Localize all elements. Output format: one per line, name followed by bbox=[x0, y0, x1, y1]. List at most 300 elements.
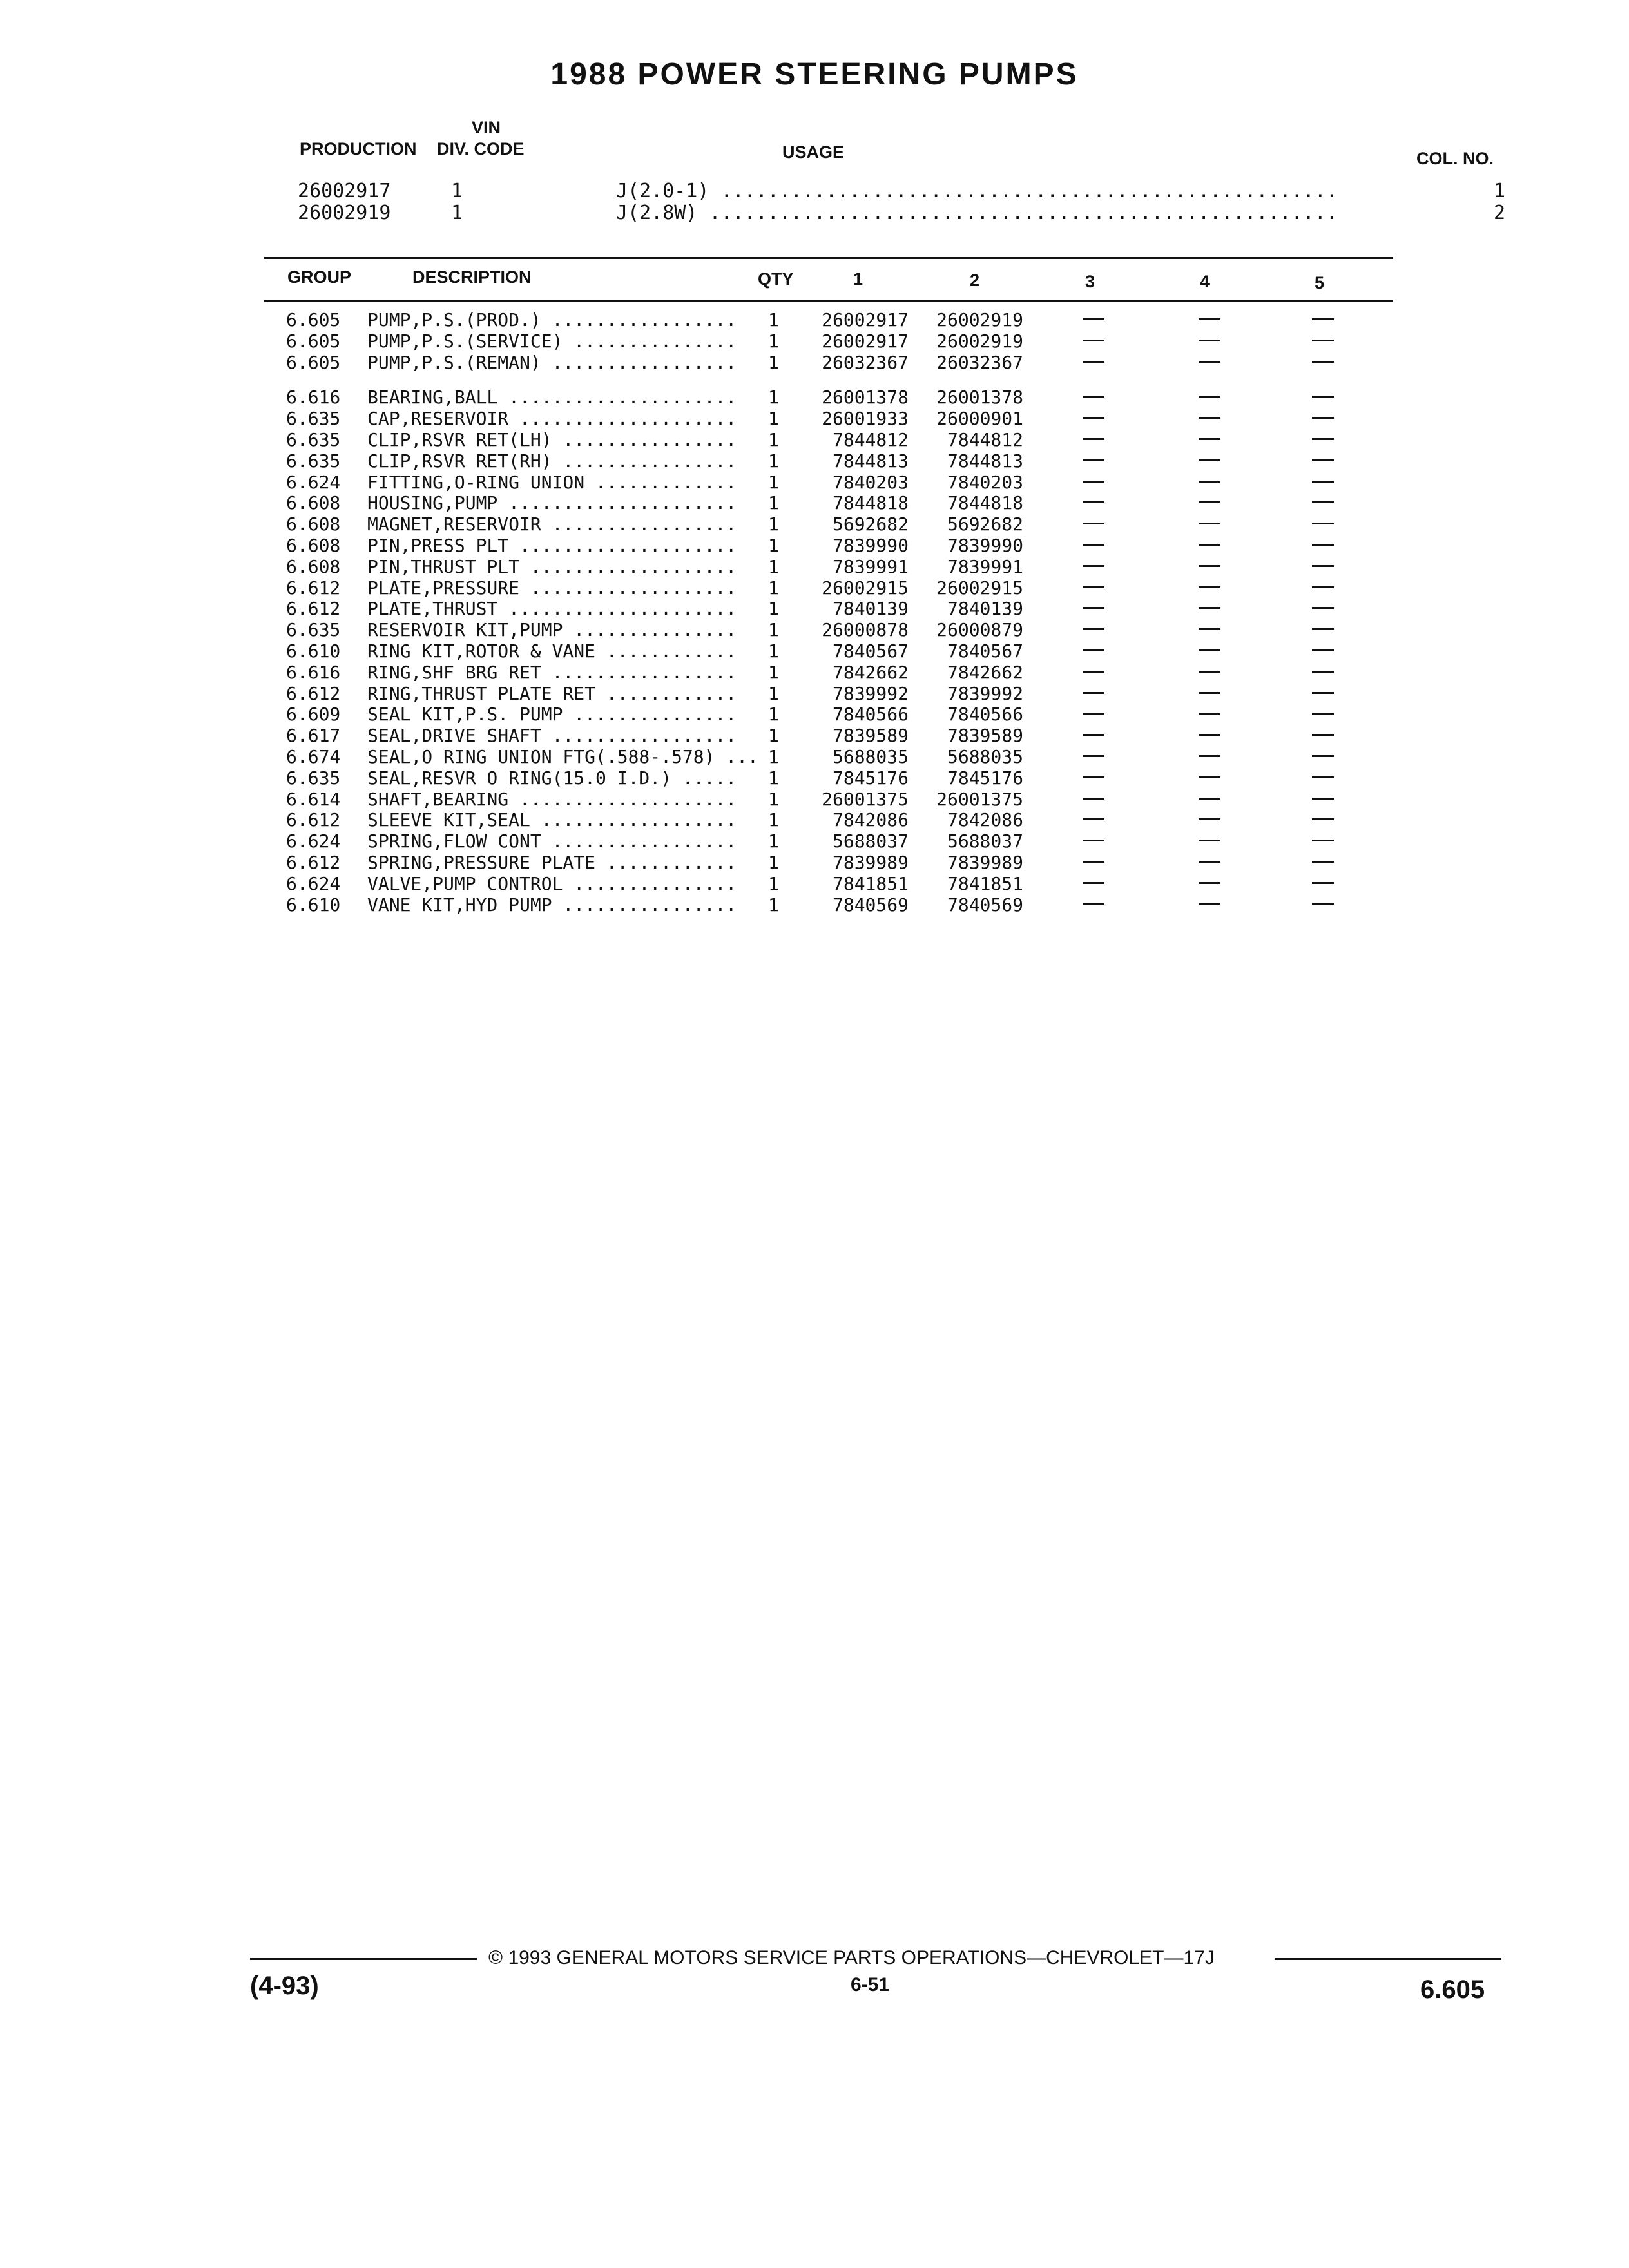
table-row bbox=[0, 535, 1629, 556]
leader-dots: ............... bbox=[563, 619, 737, 641]
production-row bbox=[0, 180, 1629, 202]
qty-cell: 1 bbox=[768, 619, 779, 641]
description-text: RESERVOIR KIT,PUMP bbox=[367, 619, 563, 641]
table-row bbox=[0, 598, 1629, 619]
col-4-dash bbox=[1199, 361, 1220, 363]
col-2-part: 7839991 bbox=[947, 555, 1023, 577]
group-cell: 6.624 bbox=[286, 831, 341, 852]
production-part-number: 26002917 bbox=[298, 180, 391, 202]
description-text: FITTING,O-RING UNION bbox=[367, 471, 585, 493]
col-3-dash bbox=[1083, 565, 1104, 567]
leader-dots: ................. bbox=[541, 661, 737, 683]
description-cell bbox=[367, 746, 758, 767]
qty-cell: 1 bbox=[768, 682, 779, 704]
col-4-dash bbox=[1199, 861, 1220, 863]
group-cell: 6.612 bbox=[286, 809, 341, 831]
leader-dots: ............... bbox=[563, 330, 737, 352]
description-text: PUMP,P.S.(PROD.) bbox=[367, 309, 541, 331]
description-cell bbox=[367, 852, 737, 873]
table-row bbox=[0, 450, 1629, 472]
footer-left-rule bbox=[250, 1958, 477, 1960]
col-4-dash bbox=[1199, 713, 1220, 715]
leader-dots: ..................... bbox=[497, 492, 737, 514]
col-5-dash bbox=[1312, 755, 1334, 757]
qty-cell: 1 bbox=[768, 852, 779, 873]
col-1-part: 26002915 bbox=[822, 577, 909, 599]
col-2-part: 7840567 bbox=[947, 640, 1023, 662]
qty-cell: 1 bbox=[768, 767, 779, 789]
group-cell: 6.614 bbox=[286, 788, 341, 810]
description-cell bbox=[367, 577, 737, 599]
col-3-dash bbox=[1083, 396, 1104, 398]
table-row bbox=[0, 683, 1629, 704]
col-1-part: 7840569 bbox=[832, 894, 909, 916]
group-cell: 6.612 bbox=[286, 577, 341, 599]
col-3-dash bbox=[1083, 628, 1104, 630]
col-2-part: 26032367 bbox=[936, 351, 1023, 373]
leader-dots: .................... bbox=[508, 535, 737, 556]
description-text: SPRING,PRESSURE PLATE bbox=[367, 852, 596, 873]
col-2-part: 5688037 bbox=[947, 831, 1023, 852]
leader-dots: ..................................................... bbox=[709, 180, 1338, 202]
table-row bbox=[0, 746, 1629, 767]
description-text: CLIP,RSVR RET(RH) bbox=[367, 450, 552, 472]
group-cell: 6.605 bbox=[286, 351, 341, 373]
col-1-part: 26002917 bbox=[822, 309, 909, 331]
description-cell bbox=[367, 789, 737, 810]
description-cell bbox=[367, 725, 737, 746]
col-1-part: 7839589 bbox=[832, 725, 909, 747]
col-3-dash bbox=[1083, 340, 1104, 341]
qty-cell: 1 bbox=[768, 809, 779, 831]
description-header: DESCRIPTION bbox=[412, 267, 532, 287]
leader-dots: ............. bbox=[584, 471, 737, 493]
description-cell bbox=[367, 387, 737, 408]
leader-dots: ............ bbox=[595, 640, 737, 662]
description-cell bbox=[367, 704, 737, 725]
col-3-dash bbox=[1083, 692, 1104, 694]
col-4-dash bbox=[1199, 544, 1220, 546]
col-5-dash bbox=[1312, 438, 1334, 440]
col-4-dash bbox=[1199, 417, 1220, 419]
col-5-dash bbox=[1312, 840, 1334, 841]
table-row bbox=[0, 725, 1629, 746]
qty-cell: 1 bbox=[768, 725, 779, 747]
leader-dots: ..................... bbox=[497, 598, 737, 620]
col-3-dash bbox=[1083, 586, 1104, 588]
table-row bbox=[0, 331, 1629, 352]
group-cell: 6.608 bbox=[286, 514, 341, 535]
col-3-dash bbox=[1083, 903, 1104, 905]
group-cell: 6.616 bbox=[286, 387, 341, 408]
group-cell: 6.635 bbox=[286, 429, 341, 450]
description-text: RING,THRUST PLATE RET bbox=[367, 682, 596, 704]
col-2-part: 26002915 bbox=[936, 577, 1023, 599]
date-code: (4-93) bbox=[250, 1972, 319, 2000]
qty-cell: 1 bbox=[768, 661, 779, 683]
col-2-part: 7842662 bbox=[947, 661, 1023, 683]
col-4-dash bbox=[1199, 649, 1220, 651]
table-row bbox=[0, 387, 1629, 408]
col-5-dash bbox=[1312, 523, 1334, 524]
col-4-dash bbox=[1199, 903, 1220, 905]
col-2-part: 7840203 bbox=[947, 471, 1023, 493]
col-2-part: 7842086 bbox=[947, 809, 1023, 831]
table-row bbox=[0, 619, 1629, 640]
description-text: SEAL,DRIVE SHAFT bbox=[367, 725, 541, 747]
col-1-part: 7840203 bbox=[832, 471, 909, 493]
col-3-dash bbox=[1083, 776, 1104, 778]
col-3-dash bbox=[1083, 798, 1104, 800]
col-2-part: 7844818 bbox=[947, 492, 1023, 514]
col-1-part: 26000878 bbox=[822, 619, 909, 641]
table-row bbox=[0, 704, 1629, 725]
description-cell bbox=[367, 535, 737, 556]
col-5-dash bbox=[1312, 501, 1334, 503]
col-5-dash bbox=[1312, 649, 1334, 651]
leader-dots: ................ bbox=[552, 450, 737, 472]
col-4-dash bbox=[1199, 776, 1220, 778]
description-text: CLIP,RSVR RET(LH) bbox=[367, 429, 552, 450]
col-2-part: 7839990 bbox=[947, 535, 1023, 556]
description-text: PLATE,THRUST bbox=[367, 598, 498, 620]
page-title: 1988 POWER STEERING PUMPS bbox=[550, 57, 1079, 91]
col-1-part: 5688035 bbox=[832, 746, 909, 767]
col-2-part: 7839989 bbox=[947, 852, 1023, 873]
description-cell bbox=[367, 619, 737, 640]
table-row bbox=[0, 809, 1629, 831]
table-row bbox=[0, 831, 1629, 852]
col-5-dash bbox=[1312, 628, 1334, 630]
description-cell bbox=[367, 408, 737, 429]
production-div-code: 1 bbox=[451, 202, 463, 224]
group-cell: 6.635 bbox=[286, 619, 341, 641]
qty-cell: 1 bbox=[768, 872, 779, 894]
group-cell: 6.608 bbox=[286, 535, 341, 556]
qty-cell: 1 bbox=[768, 788, 779, 810]
col-4-dash bbox=[1199, 671, 1220, 673]
group-cell: 6.624 bbox=[286, 872, 341, 894]
description-cell bbox=[367, 352, 737, 373]
col-1-part: 7839991 bbox=[832, 555, 909, 577]
col-2-part: 5688035 bbox=[947, 746, 1023, 767]
col-3-dash bbox=[1083, 501, 1104, 503]
col-2-part: 7845176 bbox=[947, 767, 1023, 789]
leader-dots: .................. bbox=[530, 809, 737, 831]
table-header-rule bbox=[264, 300, 1393, 302]
col-4-dash bbox=[1199, 501, 1220, 503]
col-4-dash bbox=[1199, 586, 1220, 588]
col-5-dash bbox=[1312, 318, 1334, 320]
col-5-dash bbox=[1312, 903, 1334, 905]
col-5-dash bbox=[1312, 565, 1334, 567]
col-4-header: 4 bbox=[1200, 272, 1210, 291]
col-2-part: 26001378 bbox=[936, 387, 1023, 408]
production-usage bbox=[616, 180, 1338, 202]
usage-text: J(2.8W) bbox=[616, 202, 698, 224]
leader-dots: ............ bbox=[595, 852, 737, 873]
description-cell bbox=[367, 514, 737, 535]
col-4-dash bbox=[1199, 840, 1220, 841]
col-3-dash bbox=[1083, 671, 1104, 673]
col-2-part: 7840139 bbox=[947, 598, 1023, 620]
group-cell: 6.616 bbox=[286, 661, 341, 683]
production-header: PRODUCTION bbox=[300, 139, 417, 159]
col-3-dash bbox=[1083, 459, 1104, 461]
col-1-part: 7845176 bbox=[832, 767, 909, 789]
col-5-dash bbox=[1312, 861, 1334, 863]
parts-table bbox=[0, 309, 1629, 928]
col-3-dash bbox=[1083, 481, 1104, 483]
div-code-header: DIV. CODE bbox=[437, 139, 525, 159]
col-1-part: 5688037 bbox=[832, 831, 909, 852]
description-text: SEAL,O RING UNION FTG(.588-.578) bbox=[367, 746, 715, 767]
group-cell: 6.635 bbox=[286, 767, 341, 789]
qty-cell: 1 bbox=[768, 429, 779, 450]
col-2-part: 7844813 bbox=[947, 450, 1023, 472]
description-text: PUMP,P.S.(REMAN) bbox=[367, 351, 541, 373]
col-1-part: 7839989 bbox=[832, 852, 909, 873]
qty-header: QTY bbox=[758, 269, 794, 289]
group-cell: 6.624 bbox=[286, 471, 341, 493]
production-col-no: 2 bbox=[1494, 202, 1506, 224]
group-cell: 6.617 bbox=[286, 725, 341, 747]
col-5-dash bbox=[1312, 459, 1334, 461]
description-cell bbox=[367, 894, 737, 916]
description-cell bbox=[367, 640, 737, 662]
copyright-line: © 1993 GENERAL MOTORS SERVICE PARTS OPERATIONS—CHEVROLET—17J bbox=[488, 1947, 1215, 1968]
col-2-part: 7840566 bbox=[947, 704, 1023, 726]
col-2-part: 5692682 bbox=[947, 514, 1023, 535]
table-row bbox=[0, 873, 1629, 894]
description-text: PIN,PRESS PLT bbox=[367, 535, 509, 556]
leader-dots: ................. bbox=[541, 725, 737, 747]
col-4-dash bbox=[1199, 459, 1220, 461]
description-text: SEAL KIT,P.S. PUMP bbox=[367, 704, 563, 726]
description-text: RING,SHF BRG RET bbox=[367, 661, 541, 683]
production-usage bbox=[616, 202, 1338, 224]
table-row bbox=[0, 309, 1629, 331]
qty-cell: 1 bbox=[768, 831, 779, 852]
col-3-dash bbox=[1083, 840, 1104, 841]
col-3-dash bbox=[1083, 882, 1104, 884]
col-5-dash bbox=[1312, 481, 1334, 483]
col-3-dash bbox=[1083, 361, 1104, 363]
col-5-dash bbox=[1312, 882, 1334, 884]
description-cell bbox=[367, 873, 737, 894]
col-2-part: 7839992 bbox=[947, 682, 1023, 704]
col-1-part: 7840139 bbox=[832, 598, 909, 620]
col-1-part: 7844813 bbox=[832, 450, 909, 472]
production-part-number: 26002919 bbox=[298, 202, 391, 224]
group-cell: 6.605 bbox=[286, 309, 341, 331]
col-4-dash bbox=[1199, 340, 1220, 341]
col-no-header: COL. NO. bbox=[1416, 149, 1494, 168]
production-row bbox=[0, 202, 1629, 224]
description-text: BEARING,BALL bbox=[367, 387, 498, 408]
col-2-part: 26002919 bbox=[936, 330, 1023, 352]
table-row bbox=[0, 514, 1629, 535]
col-3-dash bbox=[1083, 861, 1104, 863]
col-5-dash bbox=[1312, 417, 1334, 419]
page-number: 6-51 bbox=[851, 1974, 890, 1995]
table-row bbox=[0, 894, 1629, 916]
col-3-dash bbox=[1083, 318, 1104, 320]
col-1-part: 5692682 bbox=[832, 514, 909, 535]
group-cell: 6.612 bbox=[286, 682, 341, 704]
description-cell bbox=[367, 598, 737, 619]
group-cell: 6.608 bbox=[286, 492, 341, 514]
qty-cell: 1 bbox=[768, 309, 779, 331]
col-1-part: 7842662 bbox=[832, 661, 909, 683]
group-cell: 6.612 bbox=[286, 852, 341, 873]
col-3-dash bbox=[1083, 818, 1104, 820]
qty-cell: 1 bbox=[768, 351, 779, 373]
qty-cell: 1 bbox=[768, 746, 779, 767]
col-1-part: 7844812 bbox=[832, 429, 909, 450]
col-1-part: 26032367 bbox=[822, 351, 909, 373]
leader-dots: ................... bbox=[519, 577, 737, 599]
table-row bbox=[0, 556, 1629, 577]
leader-dots: ...................................................... bbox=[697, 202, 1338, 224]
col-5-dash bbox=[1312, 692, 1334, 694]
col-1-part: 7840566 bbox=[832, 704, 909, 726]
description-text: HOUSING,PUMP bbox=[367, 492, 498, 514]
col-3-dash bbox=[1083, 523, 1104, 524]
col-1-part: 26001378 bbox=[822, 387, 909, 408]
col-3-dash bbox=[1083, 544, 1104, 546]
col-2-part: 7839589 bbox=[947, 725, 1023, 747]
qty-cell: 1 bbox=[768, 535, 779, 556]
description-cell bbox=[367, 556, 737, 577]
qty-cell: 1 bbox=[768, 471, 779, 493]
qty-cell: 1 bbox=[768, 704, 779, 726]
leader-dots: .................... bbox=[508, 408, 737, 430]
group-cell: 6.608 bbox=[286, 555, 341, 577]
group-cell: 6.605 bbox=[286, 330, 341, 352]
col-5-dash bbox=[1312, 607, 1334, 609]
leader-dots: ..................... bbox=[497, 387, 737, 408]
table-row bbox=[0, 640, 1629, 662]
col-1-part: 26001933 bbox=[822, 408, 909, 430]
leader-dots: ................... bbox=[519, 555, 737, 577]
group-cell: 6.609 bbox=[286, 704, 341, 726]
col-5-dash bbox=[1312, 361, 1334, 363]
col-3-dash bbox=[1083, 734, 1104, 736]
col-4-dash bbox=[1199, 818, 1220, 820]
col-3-dash bbox=[1083, 607, 1104, 609]
col-4-dash bbox=[1199, 481, 1220, 483]
description-text: SLEEVE KIT,SEAL bbox=[367, 809, 530, 831]
col-5-dash bbox=[1312, 586, 1334, 588]
col-4-dash bbox=[1199, 734, 1220, 736]
table-row bbox=[0, 767, 1629, 789]
col-1-part: 7839990 bbox=[832, 535, 909, 556]
col-3-header: 3 bbox=[1085, 272, 1095, 291]
col-5-dash bbox=[1312, 776, 1334, 778]
col-4-dash bbox=[1199, 396, 1220, 398]
col-5-dash bbox=[1312, 671, 1334, 673]
table-row bbox=[0, 352, 1629, 373]
leader-dots: ................ bbox=[552, 894, 737, 916]
description-text: SPRING,FLOW CONT bbox=[367, 831, 541, 852]
col-5-dash bbox=[1312, 798, 1334, 800]
col-4-dash bbox=[1199, 438, 1220, 440]
col-1-part: 26002917 bbox=[822, 330, 909, 352]
qty-cell: 1 bbox=[768, 555, 779, 577]
description-text: MAGNET,RESERVOIR bbox=[367, 514, 541, 535]
qty-cell: 1 bbox=[768, 450, 779, 472]
col-4-dash bbox=[1199, 755, 1220, 757]
col-4-dash bbox=[1199, 607, 1220, 609]
col-1-part: 7842086 bbox=[832, 809, 909, 831]
qty-cell: 1 bbox=[768, 894, 779, 916]
table-row bbox=[0, 852, 1629, 873]
col-5-dash bbox=[1312, 544, 1334, 546]
description-text: PIN,THRUST PLT bbox=[367, 555, 520, 577]
col-2-part: 26002919 bbox=[936, 309, 1023, 331]
description-text: PLATE,PRESSURE bbox=[367, 577, 520, 599]
table-row bbox=[0, 472, 1629, 493]
usage-header: USAGE bbox=[782, 142, 845, 162]
table-row bbox=[0, 408, 1629, 429]
description-cell bbox=[367, 492, 737, 514]
col-2-part: 26000901 bbox=[936, 408, 1023, 430]
qty-cell: 1 bbox=[768, 640, 779, 662]
table-row bbox=[0, 577, 1629, 599]
col-1-header: 1 bbox=[853, 269, 863, 289]
description-text: CAP,RESERVOIR bbox=[367, 408, 509, 430]
col-1-part: 26001375 bbox=[822, 788, 909, 810]
description-cell bbox=[367, 472, 737, 493]
col-1-part: 7840567 bbox=[832, 640, 909, 662]
usage-text: J(2.0-1) bbox=[616, 180, 709, 202]
group-cell: 6.612 bbox=[286, 598, 341, 620]
description-cell bbox=[367, 331, 737, 352]
table-row bbox=[0, 429, 1629, 450]
group-header: GROUP bbox=[287, 267, 352, 287]
col-5-dash bbox=[1312, 396, 1334, 398]
col-1-part: 7844818 bbox=[832, 492, 909, 514]
col-5-dash bbox=[1312, 818, 1334, 820]
leader-dots: ..... bbox=[671, 767, 737, 789]
section-number: 6.605 bbox=[1420, 1975, 1485, 2004]
col-5-header: 5 bbox=[1315, 273, 1325, 293]
col-3-dash bbox=[1083, 417, 1104, 419]
qty-cell: 1 bbox=[768, 598, 779, 620]
group-cell: 6.610 bbox=[286, 894, 341, 916]
col-1-part: 7839992 bbox=[832, 682, 909, 704]
description-text: SHAFT,BEARING bbox=[367, 788, 509, 810]
description-cell bbox=[367, 662, 737, 683]
description-text: RING KIT,ROTOR & VANE bbox=[367, 640, 596, 662]
description-text: PUMP,P.S.(SERVICE) bbox=[367, 330, 563, 352]
col-5-dash bbox=[1312, 734, 1334, 736]
description-text: SEAL,RESVR O RING(15.0 I.D.) bbox=[367, 767, 672, 789]
qty-cell: 1 bbox=[768, 330, 779, 352]
description-cell bbox=[367, 809, 737, 831]
description-text: VANE KIT,HYD PUMP bbox=[367, 894, 552, 916]
leader-dots: ................. bbox=[541, 514, 737, 535]
col-2-header: 2 bbox=[970, 271, 980, 290]
production-col-no: 1 bbox=[1494, 180, 1506, 202]
description-text: VALVE,PUMP CONTROL bbox=[367, 872, 563, 894]
qty-cell: 1 bbox=[768, 492, 779, 514]
vin-header: VIN bbox=[472, 118, 501, 137]
group-cell: 6.635 bbox=[286, 408, 341, 430]
table-top-rule bbox=[264, 257, 1393, 259]
col-1-part: 7841851 bbox=[832, 872, 909, 894]
